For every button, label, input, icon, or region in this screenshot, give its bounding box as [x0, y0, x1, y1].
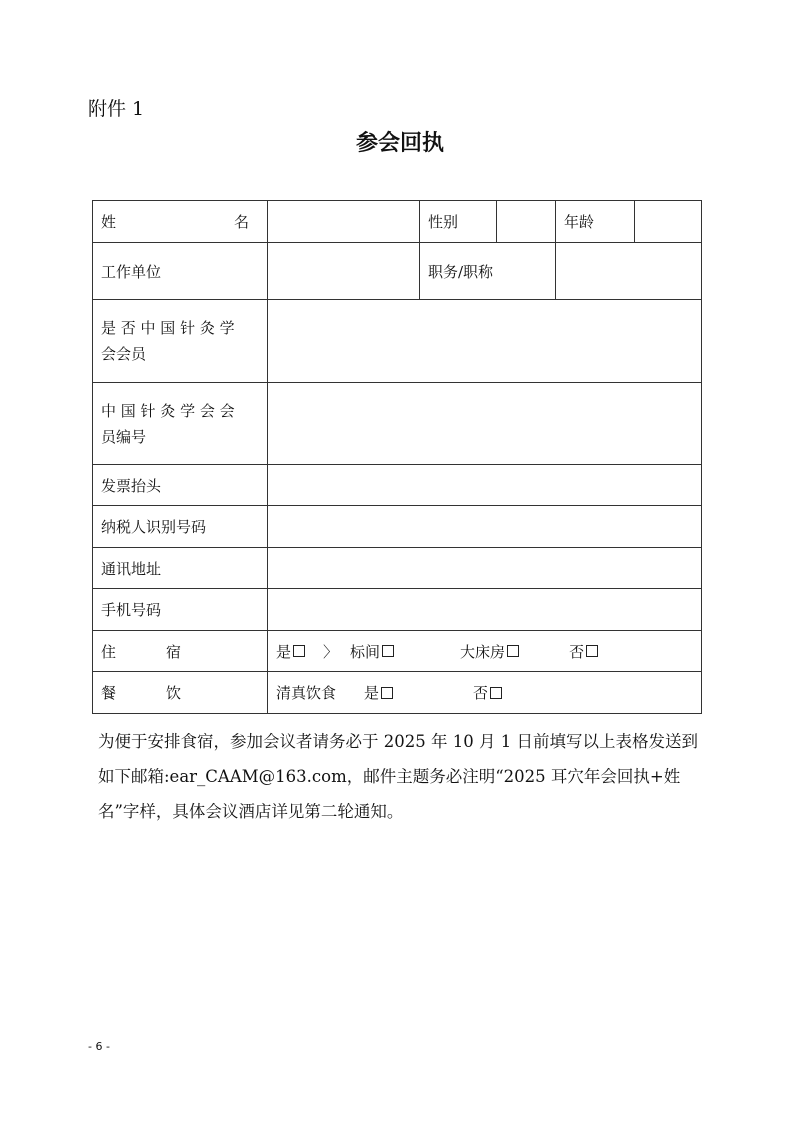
lodging-king-checkbox[interactable]: [507, 645, 519, 657]
dining-no-checkbox[interactable]: [490, 687, 502, 699]
age-label: 年龄: [556, 201, 635, 243]
dining-yes-text: 是: [364, 684, 380, 702]
phone-label: 手机号码: [93, 589, 268, 631]
taxpayer-id-field[interactable]: [268, 506, 702, 548]
dining-yes-checkbox[interactable]: [381, 687, 393, 699]
lodging-standard-text: 标间: [350, 642, 381, 661]
taxpayer-id-label: 纳税人识别号码: [93, 506, 268, 548]
lodging-options: [268, 631, 702, 672]
lodging-label: [93, 631, 268, 672]
instruction-note: 为便于安排食宿，参加会议者请务必于 2025 年 10 月 1 日前填写以上表格发送到如下邮箱:ear_CAAM@163.com，邮件主题务必注明“2025 耳穴年会回执+姓名”字样，具体会议酒店详见第二轮通知。: [98, 732, 698, 821]
dining-label-a: 餐: [101, 684, 117, 702]
dining-options: [268, 672, 702, 714]
lodging-yes-option[interactable]: [276, 641, 305, 662]
lodging-yes-checkbox[interactable]: [293, 645, 305, 657]
lodging-standard-option[interactable]: [350, 641, 394, 662]
member-label-line2: 会会员: [101, 345, 147, 363]
dining-label-b: 饮: [165, 684, 181, 702]
member-number-field[interactable]: [268, 383, 702, 465]
lodging-king-text: 大床房: [460, 642, 506, 661]
lodging-no-text: 否: [569, 642, 585, 661]
lodging-label-a: 住: [101, 642, 117, 661]
name-field[interactable]: [268, 201, 420, 243]
lodging-no-checkbox[interactable]: [586, 645, 598, 657]
dining-halal-text: 清真饮食: [276, 684, 337, 702]
gender-label: 性别: [420, 201, 497, 243]
invoice-title-field[interactable]: [268, 465, 702, 506]
arrow-icon: 〉: [323, 642, 339, 661]
address-field[interactable]: [268, 548, 702, 589]
phone-field[interactable]: [268, 589, 702, 631]
lodging-yes-text: 是: [276, 642, 292, 661]
member-number-label-line2: 员编号: [101, 427, 147, 446]
dining-no-option[interactable]: [473, 682, 502, 703]
lodging-no-option[interactable]: [569, 641, 598, 662]
age-field[interactable]: [635, 201, 702, 243]
work-unit-label: 工作单位: [93, 243, 268, 300]
invoice-title-label: 发票抬头: [93, 465, 268, 506]
name-label-b: 名: [233, 213, 249, 231]
member-field[interactable]: [268, 300, 702, 383]
dining-label: [93, 672, 268, 714]
member-number-label-line1: 中 国 针 灸 学 会 会: [101, 401, 235, 420]
member-number-label: [93, 383, 268, 465]
gender-field[interactable]: [497, 201, 556, 243]
lodging-king-option[interactable]: [460, 641, 519, 662]
position-field[interactable]: [556, 243, 702, 300]
address-label: 通讯地址: [93, 548, 268, 589]
page-title: 参会回执: [355, 131, 444, 156]
dining-no-text: 否: [473, 684, 489, 702]
name-label: [93, 201, 268, 243]
name-label-a: 姓: [101, 213, 117, 231]
dining-yes-option[interactable]: [364, 682, 393, 703]
position-label: 职务/职称: [420, 243, 556, 300]
lodging-label-b: 宿: [165, 642, 181, 661]
member-label: [93, 300, 268, 383]
page-number: - 6 -: [88, 1040, 110, 1053]
attachment-label: 附件 1: [88, 98, 145, 120]
registration-form-table: [92, 200, 702, 714]
work-unit-field[interactable]: [268, 243, 420, 300]
member-label-line1: 是 否 中 国 针 灸 学: [101, 319, 235, 337]
lodging-standard-checkbox[interactable]: [382, 645, 394, 657]
